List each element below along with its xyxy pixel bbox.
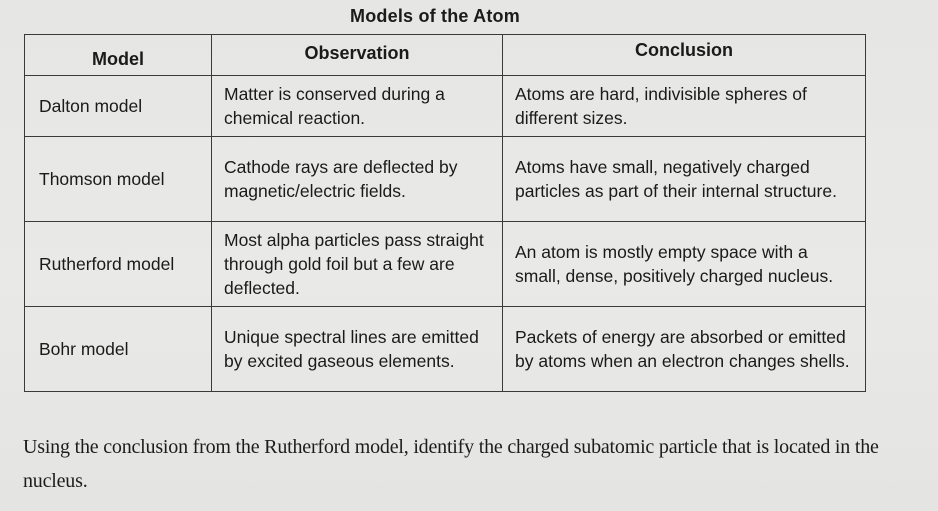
table-title: Models of the Atom	[350, 6, 520, 26]
header-observation: Observation	[212, 35, 503, 76]
table-header-row	[25, 35, 866, 76]
header-conclusion: Conclusion	[503, 35, 866, 76]
conclusion-cell: Atoms are hard, indivisible spheres of different sizes.	[503, 76, 866, 137]
observation-cell: Unique spectral lines are emitted by excited gaseous elements.	[212, 307, 503, 392]
table-row	[25, 137, 866, 222]
models-table	[24, 34, 866, 392]
model-cell: Rutherford model	[25, 222, 212, 307]
table-row	[25, 76, 866, 137]
conclusion-cell: An atom is mostly empty space with a small, dense, positively charged nucleus.	[503, 222, 866, 307]
model-cell: Dalton model	[25, 76, 212, 137]
observation-cell: Most alpha particles pass straight through gold foil but a few are deflected.	[212, 222, 503, 307]
table-row	[25, 222, 866, 307]
conclusion-cell: Atoms have small, negatively charged particles as part of their internal structure.	[503, 137, 866, 222]
observation-cell: Matter is conserved during a chemical reaction.	[212, 76, 503, 137]
observation-cell: Cathode rays are deflected by magnetic/electric fields.	[212, 137, 503, 222]
model-cell: Thomson model	[25, 137, 212, 222]
model-cell: Bohr model	[25, 307, 212, 392]
question-text: Using the conclusion from the Rutherford model, identify the charged subatomic particle that is located in the nucleus.	[23, 436, 879, 492]
conclusion-cell: Packets of energy are absorbed or emitted by atoms when an electron changes shells.	[503, 307, 866, 392]
header-model: Model	[25, 35, 212, 76]
table-row	[25, 307, 866, 392]
